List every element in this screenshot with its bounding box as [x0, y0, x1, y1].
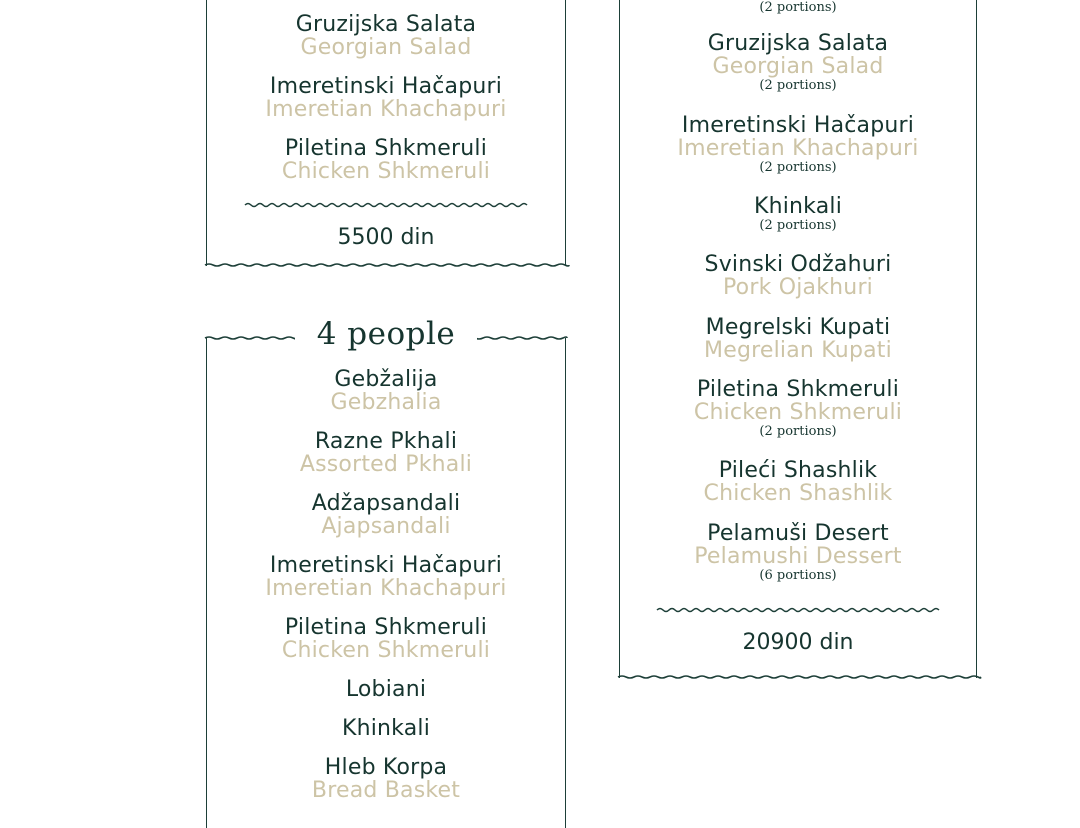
dish-name-english: Pelamushi Dessert [694, 544, 902, 569]
dish-name-english: Ajapsandali [321, 514, 451, 539]
menu-item [207, 75, 565, 121]
dish-name-serbian: Pileći Shashlik [718, 458, 878, 483]
menu-item [620, 195, 976, 234]
dish-name-serbian: Piletina Shkmeruli [284, 615, 488, 640]
menu-item [207, 616, 565, 662]
card-bottom-border [205, 262, 569, 268]
menu-item [207, 430, 565, 476]
dish-name-serbian: Gruzijska Salata [707, 31, 889, 56]
dish-name-english: Bread Basket [311, 778, 461, 803]
dish-name-serbian: Gebžalija [334, 367, 438, 392]
dish-name-serbian: Lobiani [345, 677, 427, 702]
menu-item [620, 32, 976, 94]
dish-name-english: Gebzhalia [330, 390, 442, 415]
dish-name-serbian: Khinkali [753, 194, 843, 219]
menu-item [207, 368, 565, 414]
dish-name-serbian: Svinski Odžahuri [704, 252, 892, 277]
dish-name-serbian: Pelamuši Desert [707, 521, 889, 546]
portion-note: (2 portions) [759, 160, 837, 175]
portion-note: (2 portions) [759, 218, 837, 233]
dish-name-english: Imeretian Khachapuri [677, 136, 919, 161]
dish-name-english: Georgian Salad [300, 35, 472, 60]
portion-note: (2 portions) [759, 78, 837, 93]
menu-item [620, 316, 976, 362]
menu-item [620, 114, 976, 176]
menu-item [620, 459, 976, 505]
dish-name-english: Imeretian Khachapuri [265, 97, 507, 122]
menu-item [207, 554, 565, 600]
menu-item [207, 137, 565, 183]
dish-name-english: Chicken Shkmeruli [281, 159, 491, 184]
dish-name-serbian: Adžapsandali [311, 491, 461, 516]
wavy-divider [657, 607, 939, 613]
dish-name-serbian: Imeretinski Hačapuri [269, 553, 503, 578]
dish-name-english: Megrelian Kupati [704, 338, 892, 363]
card-bottom-border [618, 674, 980, 680]
portion-note: (2 portions) [759, 424, 837, 439]
dish-name-english: Chicken Shkmeruli [693, 400, 903, 425]
dish-name-serbian: Piletina Shkmeruli [696, 377, 900, 402]
dish-name-serbian: Gruzijska Salata [295, 12, 477, 37]
dish-name-english: Assorted Pkhali [299, 452, 473, 477]
dish-name-english: Pork Ojakhuri [722, 275, 873, 300]
dish-name-serbian: Imeretinski Hačapuri [269, 74, 503, 99]
menu-item [207, 678, 565, 701]
portion-note: (6 portions) [759, 568, 837, 583]
dish-name-english: Imeretian Khachapuri [265, 576, 507, 601]
menu-item [620, 253, 976, 299]
menu-card-4-people [206, 316, 566, 828]
dish-name-english: Georgian Salad [712, 54, 884, 79]
dish-name-english: Chicken Shkmeruli [281, 638, 491, 663]
dish-name-serbian: Piletina Shkmeruli [284, 136, 488, 161]
set-price: 20900 din [742, 630, 854, 655]
portion-note: (2 portions) [759, 0, 837, 15]
wavy-divider [245, 202, 527, 208]
menu-item [207, 717, 565, 740]
menu-card-left-top [206, 0, 566, 266]
card-heading: 4 people [207, 316, 565, 352]
menu-item [620, 378, 976, 440]
set-price: 5500 din [337, 225, 435, 250]
menu-item [207, 756, 565, 802]
dish-name-serbian: Khinkali [341, 716, 431, 741]
dish-name-serbian: Imeretinski Hačapuri [681, 113, 915, 138]
dish-name-serbian: Megrelski Kupati [705, 315, 891, 340]
menu-item [207, 13, 565, 59]
dish-name-serbian: Razne Pkhali [314, 429, 458, 454]
dish-name-serbian: Hleb Korpa [324, 755, 448, 780]
menu-item [207, 492, 565, 538]
menu-card-right [619, 0, 977, 678]
menu-item [620, 522, 976, 584]
dish-name-english: Chicken Shashlik [703, 481, 893, 506]
